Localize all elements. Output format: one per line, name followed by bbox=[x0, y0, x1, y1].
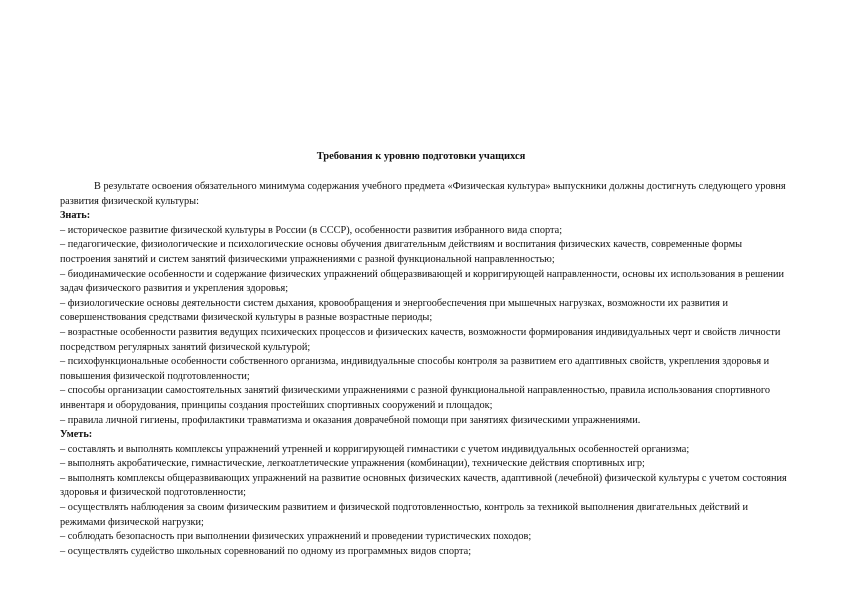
document-body bbox=[60, 180, 790, 559]
know-item: – историческое развитие физической культуры в России (в СССР), особенности развития избранного вида спорта; bbox=[60, 224, 563, 236]
know-item: – педагогические, физиологические и психологические основы обучения двигательным действиям и воспитания физических качеств, современные формы построения занятий и систем занятий физическими упражнениями с разной функциональной направленностью; bbox=[60, 239, 742, 265]
can-item: – осуществлять наблюдения за своим физическим развитием и физической подготовленностью, контроль за техникой выполнения двигательных действий и режимами физической нагрузки; bbox=[60, 502, 748, 528]
can-heading: Уметь: bbox=[60, 429, 93, 441]
can-item: – осуществлять судейство школьных соревнований по одному из программных видов спорта; bbox=[60, 545, 472, 557]
intro-paragraph: В результате освоения обязательного минимума содержания учебного предмета «Физическая культура» выпускники должны достигнуть следующего уровня развития физической культуры: bbox=[60, 181, 786, 207]
know-heading: Знать: bbox=[60, 210, 91, 222]
know-item: – правила личной гигиены, профилактики травматизма и оказания доврачебной помощи при занятиях физическими упражнениями. bbox=[60, 414, 641, 426]
can-item: – выполнять акробатические, гимнастические, легкоатлетические упражнения (комбинации), технические действия спортивных игр; bbox=[60, 458, 645, 470]
know-item: – психофункциональные особенности собственного организма, индивидуальные способы контроля за развитием его адаптивных свойств, укрепления здоровья и повышения физической подготовленности; bbox=[60, 356, 770, 382]
can-item: – соблюдать безопасность при выполнении физических упражнений и проведении туристических походов; bbox=[60, 531, 532, 543]
know-item: – способы организации самостоятельных занятий физическими упражнениями с разной функциональной направленностью, правила использования спортивного инвентаря и оборудования, принципы создания простейших спортивных сооружений и площадок; bbox=[60, 385, 771, 411]
know-item: – возрастные особенности развития ведущих психических процессов и физических качеств, возможности формирования индивидуальных черт и свойств личности посредством регулярных занятий физической культурой; bbox=[60, 326, 781, 353]
can-item: – составлять и выполнять комплексы упражнений утренней и корригирующей гимнастики с учетом индивидуальных особенностей организма; bbox=[60, 443, 690, 455]
know-item: – физиологические основы деятельности систем дыхания, кровообращения и энергообеспечения при мышечных нагрузках, возможности их развития и совершенствования средствами физической культуры в разные возрастные периоды; bbox=[60, 297, 728, 324]
know-item: – биодинамические особенности и содержание физических упражнений общеразвивающей и корригирующей направленности, основы их использования в решении задач физического развития и укрепления здоровья; bbox=[60, 268, 785, 295]
page-title: Требования к уровню подготовки учащихся bbox=[316, 151, 526, 162]
can-item: – выполнять комплексы общеразвивающих упражнений на развитие основных физических качеств, адаптивной (лечебной) физической культуры с учетом состояния здоровья и физической подготовленности; bbox=[60, 472, 787, 499]
